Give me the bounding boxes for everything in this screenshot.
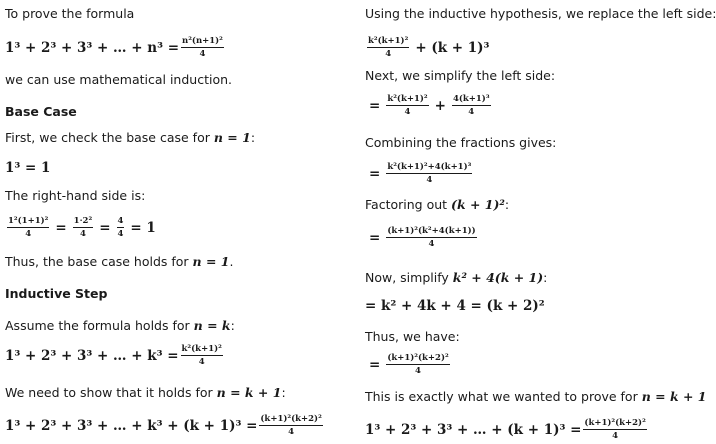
- now-expr: k² + 4(k + 1): [452, 270, 544, 285]
- substitution-fraction: [367, 36, 409, 59]
- formula-lhs: 1³ + 2³ + 3³ + … + n³ =: [5, 39, 180, 56]
- factor-num: (k+1)²(k²+4(k+1)): [387, 226, 476, 236]
- hypothesis-den: 4: [198, 357, 205, 367]
- combine-num: k²(k+1)²+4(k+1)³: [387, 162, 472, 172]
- base-holds-label: Thus, the base case holds for: [5, 254, 189, 269]
- formula-display: [5, 36, 226, 59]
- assume-var: n = k: [193, 318, 231, 333]
- thus-den: 4: [415, 366, 421, 376]
- factor-display: [365, 226, 479, 249]
- simplify-display: [365, 94, 493, 117]
- rhs-fraction-3-den: 4: [117, 229, 124, 239]
- thus-fraction: [386, 353, 449, 376]
- rhs-fraction-1: [7, 216, 49, 239]
- rhs-equals-1: =: [55, 219, 67, 236]
- combine-text: Combining the fractions gives:: [365, 135, 557, 150]
- base-case-colon: :: [250, 130, 256, 145]
- combine-fraction: [386, 162, 472, 185]
- factor-label: Factoring out: [365, 197, 448, 212]
- rhs-fraction-2-num: 1·2²: [73, 216, 93, 226]
- formula-numerator: n²(n+1)²: [182, 36, 223, 46]
- combine-den: 4: [426, 175, 433, 185]
- method-text: we can use mathematical induction.: [5, 72, 232, 87]
- base-case-equation: 1³ = 1: [5, 160, 51, 176]
- base-case-text: [5, 130, 255, 146]
- combine-equals: =: [369, 165, 381, 182]
- rhs-fraction-3-num: 4: [117, 216, 124, 226]
- rhs-fraction-1-num: 1²(1+1)²: [8, 216, 49, 226]
- assume-colon: :: [230, 318, 235, 333]
- final-num: (k+1)²(k+2)²: [584, 418, 646, 428]
- exact-text: [365, 389, 707, 405]
- factor-den: 4: [428, 239, 435, 249]
- substitution-num: k²(k+1)²: [368, 36, 409, 46]
- factor-colon: :: [504, 197, 510, 212]
- rhs-fraction-2-den: 4: [79, 229, 86, 239]
- hypothesis-fraction: [181, 344, 223, 367]
- simplify-equals: =: [369, 97, 381, 114]
- base-holds-period: .: [229, 254, 234, 269]
- formula-denominator: 4: [199, 49, 206, 59]
- simplify-fraction-2-den: 4: [468, 107, 475, 117]
- intro-text: To prove the formula: [5, 6, 135, 21]
- expand-display: = k² + 4k + 4 = (k + 2)²: [365, 298, 545, 314]
- show-text: [5, 385, 286, 401]
- substitution-display: [365, 36, 493, 59]
- base-case-label: First, we check the base case for: [5, 130, 210, 145]
- substitution-rest: + (k + 1)³: [415, 39, 490, 56]
- rhs-equals-2: =: [99, 219, 111, 236]
- rhs-label: The right-hand side is:: [5, 188, 146, 203]
- thus-display: [365, 353, 452, 376]
- base-case-heading: Base Case: [5, 104, 77, 119]
- final-display: [365, 418, 649, 441]
- show-label: We need to show that it holds for: [5, 385, 213, 400]
- base-case-var: n = 1: [213, 130, 251, 145]
- factor-equals: =: [369, 229, 381, 246]
- hypothesis-lhs: 1³ + 2³ + 3³ + … + k³ =: [5, 347, 179, 364]
- hypothesis-use-text: Using the inductive hypothesis, we replace the left side:: [365, 6, 716, 21]
- rhs-fraction-3: [117, 216, 125, 239]
- simplify-plus: +: [434, 97, 446, 114]
- factor-fraction: [386, 226, 476, 249]
- goal-lhs: 1³ + 2³ + 3³ + … + k³ + (k + 1)³ =: [5, 417, 258, 434]
- goal-den: 4: [288, 427, 295, 437]
- now-text: [365, 270, 547, 286]
- goal-display: [5, 414, 325, 437]
- thus-text: Thus, we have:: [365, 329, 460, 344]
- goal-fraction: [259, 414, 322, 437]
- rhs-fraction-2: [73, 216, 94, 239]
- now-colon: :: [543, 270, 548, 285]
- assume-text: [5, 318, 235, 334]
- combine-display: [365, 162, 474, 185]
- hypothesis-display: [5, 344, 225, 367]
- hypothesis-num: k²(k+1)²: [181, 344, 222, 354]
- inductive-step-heading: Inductive Step: [5, 286, 108, 301]
- final-den: 4: [612, 431, 619, 441]
- assume-label: Assume the formula holds for: [5, 318, 190, 333]
- factor-expr: (k + 1)²: [451, 197, 505, 212]
- rhs-fraction-1-den: 4: [25, 229, 32, 239]
- final-fraction: [583, 418, 646, 441]
- simplify-fraction-2-num: 4(k+1)³: [452, 94, 490, 104]
- simplify-fraction-2: [452, 94, 491, 117]
- simplify-fraction-1-den: 4: [404, 107, 411, 117]
- simplify-fraction-1-num: k²(k+1)²: [387, 94, 428, 104]
- exact-var: n = k + 1: [641, 389, 707, 404]
- show-var: n = k + 1: [216, 385, 282, 400]
- thus-equals: =: [369, 356, 381, 373]
- base-holds-text: [5, 254, 234, 270]
- thus-num: (k+1)²(k+2)²: [387, 353, 449, 363]
- goal-num: (k+1)²(k+2)²: [260, 414, 322, 424]
- simplify-fraction-1: [386, 94, 428, 117]
- simplify-text: Next, we simplify the left side:: [365, 68, 556, 83]
- rhs-computation: [5, 216, 160, 239]
- final-lhs: 1³ + 2³ + 3³ + … + (k + 1)³ =: [365, 421, 582, 438]
- factor-text: [365, 197, 509, 213]
- exact-label: This is exactly what we wanted to prove for: [365, 389, 638, 404]
- now-label: Now, simplify: [365, 270, 449, 285]
- show-colon: :: [281, 385, 286, 400]
- substitution-den: 4: [385, 49, 392, 59]
- base-holds-var: n = 1: [192, 254, 230, 269]
- rhs-result: = 1: [130, 219, 156, 236]
- formula-fraction: [181, 36, 224, 59]
